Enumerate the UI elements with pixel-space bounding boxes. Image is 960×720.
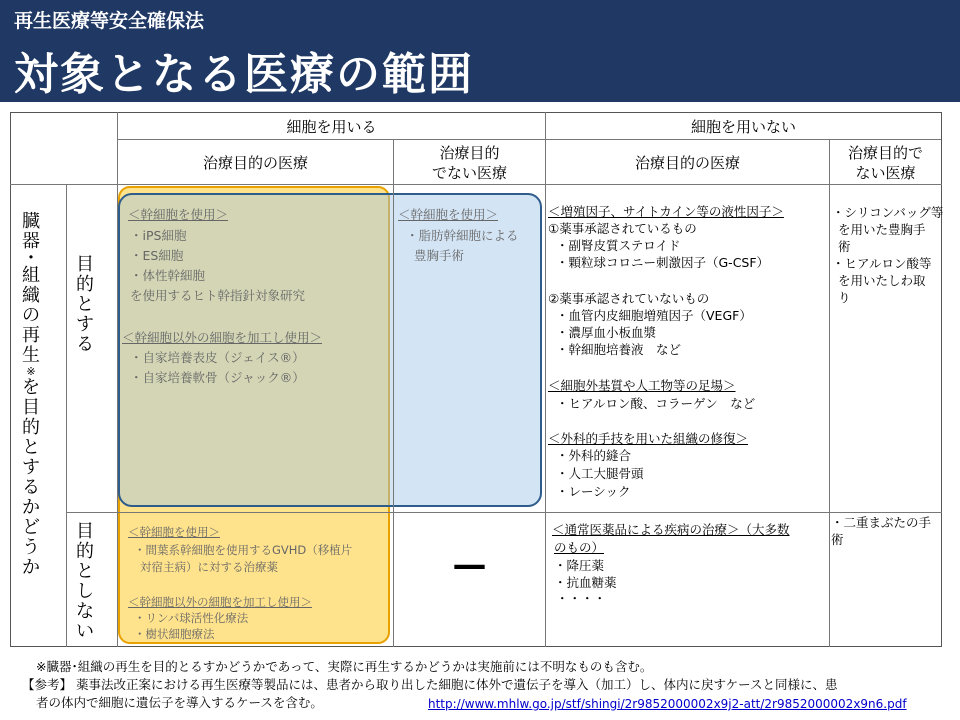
cell-f-item: ・抗血糖薬 bbox=[554, 575, 617, 590]
grid-line bbox=[66, 512, 942, 513]
cell-e-item: ・リンパ球活性化療法 bbox=[134, 611, 249, 625]
grid-line bbox=[829, 140, 830, 647]
cell-f-heading-cont: のもの） bbox=[554, 540, 605, 555]
reference-line-2: 者の体内で細胞に遺伝子を導入するケースを含む。 bbox=[36, 695, 323, 710]
grid-line bbox=[545, 112, 546, 647]
row-not-purpose: 目 的 と し な い bbox=[76, 521, 94, 642]
grid-line bbox=[10, 184, 942, 185]
cell-e-item: ・樹状細胞療法 bbox=[134, 627, 215, 641]
cell-c-heading-3: ＜外科的手技を用いた組織の修復＞ bbox=[548, 431, 749, 446]
cell-b-item: 豊胸手術 bbox=[414, 248, 465, 263]
cell-a-item: ・自家培養軟骨（ジャック®） bbox=[130, 370, 305, 385]
cell-e-item: 対宿主病）に対する治療薬 bbox=[140, 560, 278, 574]
cell-g-item: ・二重まぶたの手 bbox=[831, 515, 932, 530]
cell-d-item: を用いたしわ取 bbox=[838, 273, 926, 288]
row-purpose: 目 的 と す る bbox=[76, 254, 94, 355]
cell-c-heading-2: ＜細胞外基質や人工物等の足場＞ bbox=[548, 378, 736, 393]
col-non-treatment-a-line2: でない医療 bbox=[431, 164, 507, 182]
cell-c-item: ・幹細胞培養液 など bbox=[556, 342, 682, 357]
col-non-treatment-b-line1: 治療目的で bbox=[847, 144, 923, 162]
cell-a-heading-2: ＜幹細胞以外の細胞を加工し使用＞ bbox=[122, 330, 323, 345]
cell-d-item: り bbox=[838, 290, 851, 305]
cell-f-heading: ＜通常医薬品による疾病の治療＞（大多数 bbox=[552, 522, 790, 537]
cell-c-item: ・副腎皮質ステロイド bbox=[556, 238, 681, 253]
source-link[interactable]: http://www.mhlw.go.jp/stf/shingi/2r9852000002x9j2-att/2r9852000002x9n6.pdf bbox=[428, 697, 907, 711]
col-group-no-cells: 細胞を用いない bbox=[690, 118, 796, 136]
cell-c-item: ・濃厚血小板血漿 bbox=[556, 325, 657, 340]
subtitle: 再生医療等安全確保法 bbox=[14, 10, 205, 32]
dash-empty-cell: — bbox=[452, 545, 487, 585]
cell-d-item: ・ヒアルロン酸等 bbox=[832, 256, 932, 271]
cell-a-item: ・自家培養表皮（ジェイス®） bbox=[130, 350, 305, 365]
grid-line bbox=[66, 185, 67, 647]
cell-c-item: ・人工大腿骨頭 bbox=[556, 466, 644, 481]
col-non-treatment-b-line2: ない医療 bbox=[855, 164, 916, 182]
cell-b-item: ・脂肪幹細胞による bbox=[406, 228, 519, 243]
cell-a-item: ・iPS細胞 bbox=[130, 228, 187, 243]
cell-d-item: 術 bbox=[838, 239, 851, 254]
cell-a-heading-1: ＜幹細胞を使用＞ bbox=[128, 207, 229, 222]
col-non-treatment-a bbox=[394, 143, 545, 183]
reference-line-1: 【参考】 薬事法改正案における再生医療等製品には、患者から取り出した細胞に体外で遺伝子を導入（加工）し、体内に戻すケースと同様に、患 bbox=[22, 677, 838, 692]
page-title: 対象となる医療の範囲 bbox=[14, 49, 474, 100]
grid-line bbox=[117, 112, 118, 647]
cell-c-item: ・顆粒球コロニー刺激因子（G-CSF） bbox=[556, 255, 770, 270]
cell-c-item: ・外科的縫合 bbox=[556, 448, 632, 463]
cell-b-heading: ＜幹細胞を使用＞ bbox=[398, 207, 499, 222]
col-non-treatment-b bbox=[830, 143, 941, 183]
cell-c-sub: ②薬事承認されていないもの bbox=[548, 291, 710, 306]
cell-c-heading-1: ＜増殖因子、サイトカイン等の液性因子＞ bbox=[548, 204, 784, 219]
col-treatment-b: 治療目的の医療 bbox=[634, 154, 740, 172]
cell-e-heading-1: ＜幹細胞を使用＞ bbox=[128, 525, 220, 539]
cell-e-item: ・間葉系幹細胞を使用するGVHD（移植片 bbox=[134, 543, 353, 557]
cell-c-sub: ①薬事承認されているもの bbox=[548, 221, 697, 236]
cell-g-item: 術 bbox=[831, 532, 844, 547]
cell-c-item: ・レーシック bbox=[556, 484, 631, 499]
cell-a-item: ・ES細胞 bbox=[130, 248, 184, 263]
col-group-cells: 細胞を用いる bbox=[286, 118, 377, 136]
cell-c-item: ・血管内皮細胞増殖因子（VEGF） bbox=[556, 308, 752, 323]
cell-f-item: ・降圧薬 bbox=[554, 558, 605, 573]
cell-d-item: を用いた豊胸手 bbox=[838, 222, 926, 237]
cell-c-item: ・ヒアルロン酸、コラーゲン など bbox=[556, 396, 756, 411]
col-treatment-a: 治療目的の医療 bbox=[202, 154, 308, 172]
cell-d-item: ・シリコンバッグ等 bbox=[832, 205, 944, 220]
footnote: ※臓器･組織の再生を目的とるすかどうかであって、実際に再生するかどうかは実施前には不明なものも含む。 bbox=[36, 659, 653, 674]
cell-e-heading-2: ＜幹細胞以外の細胞を加工し使用＞ bbox=[128, 595, 312, 609]
cell-a-item: を使用するヒト幹指針対象研究 bbox=[130, 288, 306, 303]
cell-a-item: ・体性幹細胞 bbox=[130, 268, 206, 283]
row-header-main: 臓 器 ・ 組 織 の 再 生 ※ を 目 的 と す る か ど う か bbox=[22, 211, 40, 578]
cell-f-item: ・・・・ bbox=[556, 591, 607, 606]
title-banner bbox=[0, 0, 960, 102]
grid-line bbox=[118, 139, 941, 140]
col-non-treatment-a-line1: 治療目的 bbox=[439, 144, 500, 162]
